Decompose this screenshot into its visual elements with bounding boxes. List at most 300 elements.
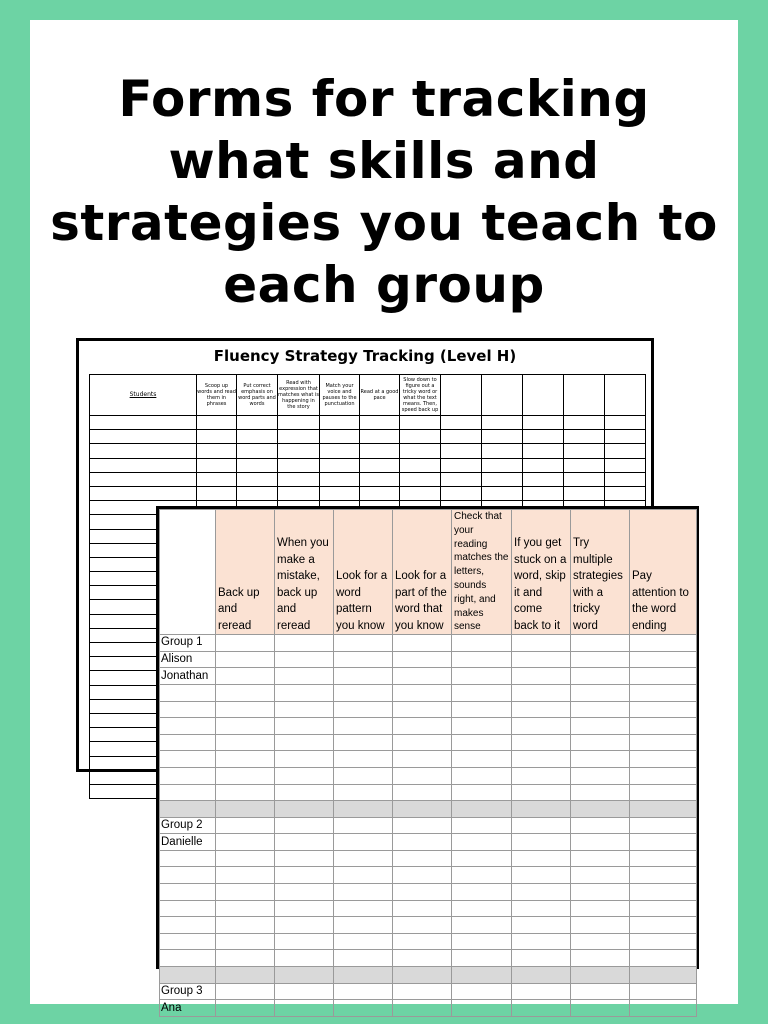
table-cell[interactable] <box>523 486 564 500</box>
table-cell[interactable] <box>482 472 523 486</box>
tracking-cell[interactable] <box>275 917 334 934</box>
tracking-cell[interactable] <box>512 834 571 851</box>
tracking-cell[interactable] <box>512 900 571 917</box>
tracking-cell[interactable] <box>275 784 334 801</box>
table-cell[interactable] <box>400 472 441 486</box>
tracking-cell[interactable] <box>216 718 275 735</box>
tracking-cell[interactable] <box>571 817 630 834</box>
table-cell[interactable] <box>400 430 441 444</box>
tracking-cell[interactable] <box>512 884 571 901</box>
tracking-cell[interactable] <box>630 884 697 901</box>
tracking-cell[interactable] <box>452 850 512 867</box>
table-cell[interactable] <box>320 458 360 472</box>
table-cell[interactable] <box>90 416 197 430</box>
table-row <box>90 458 646 472</box>
table-cell[interactable] <box>237 486 278 500</box>
tracking-cell[interactable] <box>216 933 275 950</box>
tracking-cell[interactable] <box>216 668 275 685</box>
strategy-column-header: Look for a part of the word that you know <box>393 510 452 635</box>
tracking-cell[interactable] <box>393 635 452 652</box>
table-cell[interactable] <box>605 416 646 430</box>
student-row <box>160 701 697 718</box>
tracking-cell[interactable] <box>452 917 512 934</box>
tracking-cell[interactable] <box>512 734 571 751</box>
table-row <box>90 486 646 500</box>
tracking-cell[interactable] <box>334 784 393 801</box>
separator-cell <box>160 967 216 984</box>
student-name-cell <box>160 784 216 801</box>
table-cell[interactable] <box>197 458 237 472</box>
student-name-cell <box>160 767 216 784</box>
tracking-cell[interactable] <box>275 668 334 685</box>
tracking-cell[interactable] <box>275 651 334 668</box>
tracking-cell[interactable] <box>393 1000 452 1017</box>
tracking-cell[interactable] <box>630 684 697 701</box>
headline-line: strategies you teach to <box>50 194 718 252</box>
student-row <box>160 900 697 917</box>
tracking-cell[interactable] <box>334 651 393 668</box>
tracking-cell[interactable] <box>452 950 512 967</box>
tracking-cell[interactable] <box>512 950 571 967</box>
tracking-cell[interactable] <box>216 917 275 934</box>
group-strategy-sheet <box>156 506 699 1014</box>
table-cell[interactable] <box>605 458 646 472</box>
tracking-cell[interactable] <box>630 734 697 751</box>
strategy-column-header: If you get stuck on a word, skip it and come back to it <box>512 510 571 635</box>
tracking-cell[interactable] <box>216 817 275 834</box>
strategy-column-header: Match your voice and pauses to the punctuation <box>320 375 360 416</box>
tracking-cell[interactable] <box>275 701 334 718</box>
table-cell[interactable] <box>197 472 237 486</box>
tracking-cell[interactable] <box>393 983 452 1000</box>
tracking-cell[interactable] <box>275 983 334 1000</box>
tracking-cell[interactable] <box>393 867 452 884</box>
tracking-cell[interactable] <box>393 684 452 701</box>
table-cell[interactable] <box>400 416 441 430</box>
table-cell[interactable] <box>482 444 523 458</box>
tracking-cell[interactable] <box>452 817 512 834</box>
separator-cell <box>160 801 216 818</box>
tracking-cell[interactable] <box>571 834 630 851</box>
sheet-title: Fluency Strategy Tracking (Level H) <box>213 347 517 365</box>
tracking-cell[interactable] <box>334 933 393 950</box>
table-row <box>90 444 646 458</box>
tracking-cell[interactable] <box>571 701 630 718</box>
tracking-cell[interactable] <box>393 767 452 784</box>
table-cell[interactable] <box>278 430 320 444</box>
table-cell[interactable] <box>564 472 605 486</box>
tracking-cell[interactable] <box>275 635 334 652</box>
table-cell[interactable] <box>278 486 320 500</box>
table-cell[interactable] <box>197 444 237 458</box>
table-cell[interactable] <box>441 444 482 458</box>
tracking-cell[interactable] <box>571 668 630 685</box>
tracking-cell[interactable] <box>630 834 697 851</box>
table-cell[interactable] <box>564 444 605 458</box>
tracking-cell[interactable] <box>452 834 512 851</box>
table-cell[interactable] <box>605 430 646 444</box>
headline-line: what skills and <box>168 132 600 190</box>
table-cell[interactable] <box>523 458 564 472</box>
tracking-cell[interactable] <box>630 817 697 834</box>
tracking-cell[interactable] <box>275 718 334 735</box>
tracking-cell[interactable] <box>216 635 275 652</box>
student-name-cell: Jonathan <box>160 668 216 685</box>
student-row <box>160 718 697 735</box>
table-cell[interactable] <box>482 416 523 430</box>
tracking-cell[interactable] <box>630 867 697 884</box>
tracking-cell[interactable] <box>334 684 393 701</box>
table-cell[interactable] <box>523 472 564 486</box>
tracking-cell[interactable] <box>452 701 512 718</box>
tracking-cell[interactable] <box>334 983 393 1000</box>
table-cell[interactable] <box>441 486 482 500</box>
tracking-cell[interactable] <box>630 917 697 934</box>
tracking-cell[interactable] <box>334 950 393 967</box>
table-cell[interactable] <box>400 458 441 472</box>
strategy-column-header <box>605 375 646 416</box>
tracking-cell[interactable] <box>275 900 334 917</box>
tracking-cell[interactable] <box>393 850 452 867</box>
tracking-cell[interactable] <box>571 651 630 668</box>
tracking-cell[interactable] <box>334 850 393 867</box>
tracking-cell[interactable] <box>216 983 275 1000</box>
tracking-cell[interactable] <box>275 867 334 884</box>
table-cell[interactable] <box>237 416 278 430</box>
tracking-cell[interactable] <box>630 850 697 867</box>
table-cell[interactable] <box>278 444 320 458</box>
tracking-cell[interactable] <box>512 767 571 784</box>
tracking-cell[interactable] <box>216 834 275 851</box>
tracking-cell[interactable] <box>216 751 275 768</box>
tracking-cell[interactable] <box>512 817 571 834</box>
tracking-cell[interactable] <box>393 900 452 917</box>
table-cell[interactable] <box>605 472 646 486</box>
student-name-cell <box>160 917 216 934</box>
tracking-cell[interactable] <box>393 917 452 934</box>
tracking-cell[interactable] <box>512 933 571 950</box>
table-cell[interactable] <box>197 486 237 500</box>
student-row <box>160 734 697 751</box>
tracking-cell[interactable] <box>452 983 512 1000</box>
table-cell[interactable] <box>237 472 278 486</box>
tracking-cell[interactable] <box>393 651 452 668</box>
tracking-cell[interactable] <box>452 751 512 768</box>
table-cell[interactable] <box>400 486 441 500</box>
tracking-cell[interactable] <box>512 651 571 668</box>
tracking-cell[interactable] <box>571 734 630 751</box>
table-cell[interactable] <box>564 430 605 444</box>
separator-cell <box>512 967 571 984</box>
group-strategy-table <box>159 509 697 1017</box>
tracking-cell[interactable] <box>393 817 452 834</box>
tracking-cell[interactable] <box>334 1000 393 1017</box>
tracking-cell[interactable] <box>512 867 571 884</box>
separator-cell <box>571 967 630 984</box>
tracking-cell[interactable] <box>512 718 571 735</box>
tracking-cell[interactable] <box>571 850 630 867</box>
table-cell[interactable] <box>605 444 646 458</box>
separator-cell <box>512 801 571 818</box>
tracking-cell[interactable] <box>571 983 630 1000</box>
group-label-row <box>160 635 697 652</box>
strategy-column-header <box>482 375 523 416</box>
tracking-cell[interactable] <box>571 933 630 950</box>
tracking-cell[interactable] <box>512 701 571 718</box>
tracking-cell[interactable] <box>216 900 275 917</box>
table-cell[interactable] <box>320 430 360 444</box>
table-row <box>90 472 646 486</box>
tracking-cell[interactable] <box>452 900 512 917</box>
tracking-cell[interactable] <box>512 983 571 1000</box>
student-row <box>160 1000 697 1017</box>
tracking-cell[interactable] <box>216 684 275 701</box>
table-cell[interactable] <box>360 416 400 430</box>
tracking-cell[interactable] <box>571 635 630 652</box>
tracking-cell[interactable] <box>630 651 697 668</box>
tracking-cell[interactable] <box>452 651 512 668</box>
student-row <box>160 834 697 851</box>
tracking-cell[interactable] <box>630 668 697 685</box>
tracking-cell[interactable] <box>452 1000 512 1017</box>
table-cell[interactable] <box>441 472 482 486</box>
tracking-cell[interactable] <box>216 1000 275 1017</box>
tracking-cell[interactable] <box>334 668 393 685</box>
tracking-cell[interactable] <box>393 718 452 735</box>
table-cell[interactable] <box>360 486 400 500</box>
tracking-cell[interactable] <box>571 1000 630 1017</box>
tracking-cell[interactable] <box>512 784 571 801</box>
student-name-cell <box>160 933 216 950</box>
tracking-cell[interactable] <box>393 734 452 751</box>
table-cell[interactable] <box>564 458 605 472</box>
tracking-cell[interactable] <box>334 834 393 851</box>
table-cell[interactable] <box>320 416 360 430</box>
strategy-column-header: Read at a good pace <box>360 375 400 416</box>
tracking-cell[interactable] <box>452 884 512 901</box>
tracking-cell[interactable] <box>571 950 630 967</box>
tracking-cell[interactable] <box>275 734 334 751</box>
table-cell[interactable] <box>482 486 523 500</box>
tracking-cell[interactable] <box>216 867 275 884</box>
table-cell[interactable] <box>482 430 523 444</box>
strategy-column-header: Look for a word pattern you know <box>334 510 393 635</box>
table-cell[interactable] <box>90 472 197 486</box>
students-column-header: Students <box>90 375 197 416</box>
tracking-cell[interactable] <box>393 701 452 718</box>
strategy-column-header <box>441 375 482 416</box>
separator-cell <box>216 801 275 818</box>
table-cell[interactable] <box>360 472 400 486</box>
tracking-cell[interactable] <box>216 850 275 867</box>
student-row <box>160 917 697 934</box>
tracking-cell[interactable] <box>275 767 334 784</box>
table-cell[interactable] <box>90 444 197 458</box>
header-row <box>160 510 697 635</box>
table-cell[interactable] <box>360 444 400 458</box>
table-cell[interactable] <box>360 458 400 472</box>
tracking-cell[interactable] <box>571 751 630 768</box>
tracking-cell[interactable] <box>512 684 571 701</box>
tracking-cell[interactable] <box>571 784 630 801</box>
tracking-cell[interactable] <box>393 933 452 950</box>
table-cell[interactable] <box>237 444 278 458</box>
tracking-cell[interactable] <box>512 1000 571 1017</box>
tracking-cell[interactable] <box>571 684 630 701</box>
separator-cell <box>393 967 452 984</box>
tracking-cell[interactable] <box>334 734 393 751</box>
tracking-cell[interactable] <box>275 933 334 950</box>
tracking-cell[interactable] <box>630 635 697 652</box>
tracking-cell[interactable] <box>216 767 275 784</box>
table-cell[interactable] <box>441 430 482 444</box>
table-cell[interactable] <box>523 430 564 444</box>
tracking-cell[interactable] <box>393 884 452 901</box>
tracking-cell[interactable] <box>334 767 393 784</box>
tracking-cell[interactable] <box>571 900 630 917</box>
header-row <box>90 375 646 416</box>
tracking-cell[interactable] <box>452 867 512 884</box>
strategy-column-header: Back up and reread <box>216 510 275 635</box>
strategy-column-header: Read with expression that matches what is happening in the story <box>278 375 320 416</box>
table-cell[interactable] <box>197 416 237 430</box>
tracking-cell[interactable] <box>630 1000 697 1017</box>
tracking-cell[interactable] <box>216 884 275 901</box>
tracking-cell[interactable] <box>393 751 452 768</box>
tracking-cell[interactable] <box>571 867 630 884</box>
strategy-column-header: Try multiple strategies with a tricky word <box>571 510 630 635</box>
tracking-cell[interactable] <box>452 784 512 801</box>
tracking-cell[interactable] <box>334 867 393 884</box>
student-row <box>160 784 697 801</box>
table-cell[interactable] <box>90 430 197 444</box>
table-cell[interactable] <box>320 486 360 500</box>
tracking-cell[interactable] <box>334 900 393 917</box>
tracking-cell[interactable] <box>630 718 697 735</box>
table-cell[interactable] <box>197 430 237 444</box>
tracking-cell[interactable] <box>334 917 393 934</box>
tracking-cell[interactable] <box>512 850 571 867</box>
tracking-cell[interactable] <box>334 817 393 834</box>
tracking-cell[interactable] <box>512 917 571 934</box>
separator-cell <box>452 801 512 818</box>
separator-cell <box>571 801 630 818</box>
tracking-cell[interactable] <box>630 950 697 967</box>
tracking-cell[interactable] <box>393 834 452 851</box>
headline <box>30 68 738 316</box>
group-separator-row <box>160 801 697 818</box>
tracking-cell[interactable] <box>334 701 393 718</box>
tracking-cell[interactable] <box>630 933 697 950</box>
separator-cell <box>334 801 393 818</box>
separator-cell <box>630 801 697 818</box>
table-row <box>90 430 646 444</box>
strategy-column-header: Pay attention to the word ending <box>630 510 697 635</box>
tracking-cell[interactable] <box>571 884 630 901</box>
table-cell[interactable] <box>237 458 278 472</box>
tracking-cell[interactable] <box>275 834 334 851</box>
table-cell[interactable] <box>564 416 605 430</box>
table-cell[interactable] <box>523 416 564 430</box>
tracking-cell[interactable] <box>334 884 393 901</box>
table-cell[interactable] <box>90 486 197 500</box>
tracking-cell[interactable] <box>630 784 697 801</box>
tracking-cell[interactable] <box>452 684 512 701</box>
table-cell[interactable] <box>278 416 320 430</box>
student-name-cell: Danielle <box>160 834 216 851</box>
tracking-cell[interactable] <box>334 718 393 735</box>
separator-cell <box>216 967 275 984</box>
tracking-cell[interactable] <box>334 751 393 768</box>
tracking-cell[interactable] <box>630 767 697 784</box>
table-cell[interactable] <box>605 486 646 500</box>
strategy-column-header: Slow down to figure out a tricky word or what the text means. Then, speed back up <box>400 375 441 416</box>
tracking-cell[interactable] <box>452 668 512 685</box>
table-cell[interactable] <box>278 472 320 486</box>
tracking-cell[interactable] <box>571 917 630 934</box>
group-label-row <box>160 817 697 834</box>
tracking-cell[interactable] <box>393 784 452 801</box>
tracking-cell[interactable] <box>512 635 571 652</box>
tracking-cell[interactable] <box>512 751 571 768</box>
tracking-cell[interactable] <box>216 950 275 967</box>
tracking-cell[interactable] <box>275 684 334 701</box>
table-cell[interactable] <box>482 458 523 472</box>
tracking-cell[interactable] <box>452 718 512 735</box>
tracking-cell[interactable] <box>275 817 334 834</box>
tracking-cell[interactable] <box>334 635 393 652</box>
tracking-cell[interactable] <box>216 651 275 668</box>
tracking-cell[interactable] <box>452 734 512 751</box>
student-row <box>160 933 697 950</box>
tracking-cell[interactable] <box>630 701 697 718</box>
tracking-cell[interactable] <box>630 900 697 917</box>
table-cell[interactable] <box>237 430 278 444</box>
student-row <box>160 867 697 884</box>
tracking-cell[interactable] <box>452 933 512 950</box>
tracking-cell[interactable] <box>216 701 275 718</box>
table-cell[interactable] <box>320 444 360 458</box>
tracking-cell[interactable] <box>452 635 512 652</box>
table-cell[interactable] <box>90 458 197 472</box>
table-cell[interactable] <box>400 444 441 458</box>
separator-cell <box>334 967 393 984</box>
table-cell[interactable] <box>564 486 605 500</box>
table-cell[interactable] <box>360 430 400 444</box>
tracking-cell[interactable] <box>571 767 630 784</box>
tracking-cell[interactable] <box>630 983 697 1000</box>
tracking-cell[interactable] <box>275 950 334 967</box>
tracking-cell[interactable] <box>275 751 334 768</box>
tracking-cell[interactable] <box>393 668 452 685</box>
tracking-cell[interactable] <box>275 1000 334 1017</box>
tracking-cell[interactable] <box>275 850 334 867</box>
tracking-cell[interactable] <box>571 718 630 735</box>
tracking-cell[interactable] <box>275 884 334 901</box>
table-cell[interactable] <box>278 458 320 472</box>
tracking-cell[interactable] <box>512 668 571 685</box>
table-cell[interactable] <box>523 444 564 458</box>
tracking-cell[interactable] <box>452 767 512 784</box>
strategy-column-header <box>523 375 564 416</box>
tracking-cell[interactable] <box>393 950 452 967</box>
tracking-cell[interactable] <box>630 751 697 768</box>
tracking-cell[interactable] <box>216 734 275 751</box>
table-cell[interactable] <box>320 472 360 486</box>
table-cell[interactable] <box>441 416 482 430</box>
table-cell[interactable] <box>441 458 482 472</box>
tracking-cell[interactable] <box>216 784 275 801</box>
